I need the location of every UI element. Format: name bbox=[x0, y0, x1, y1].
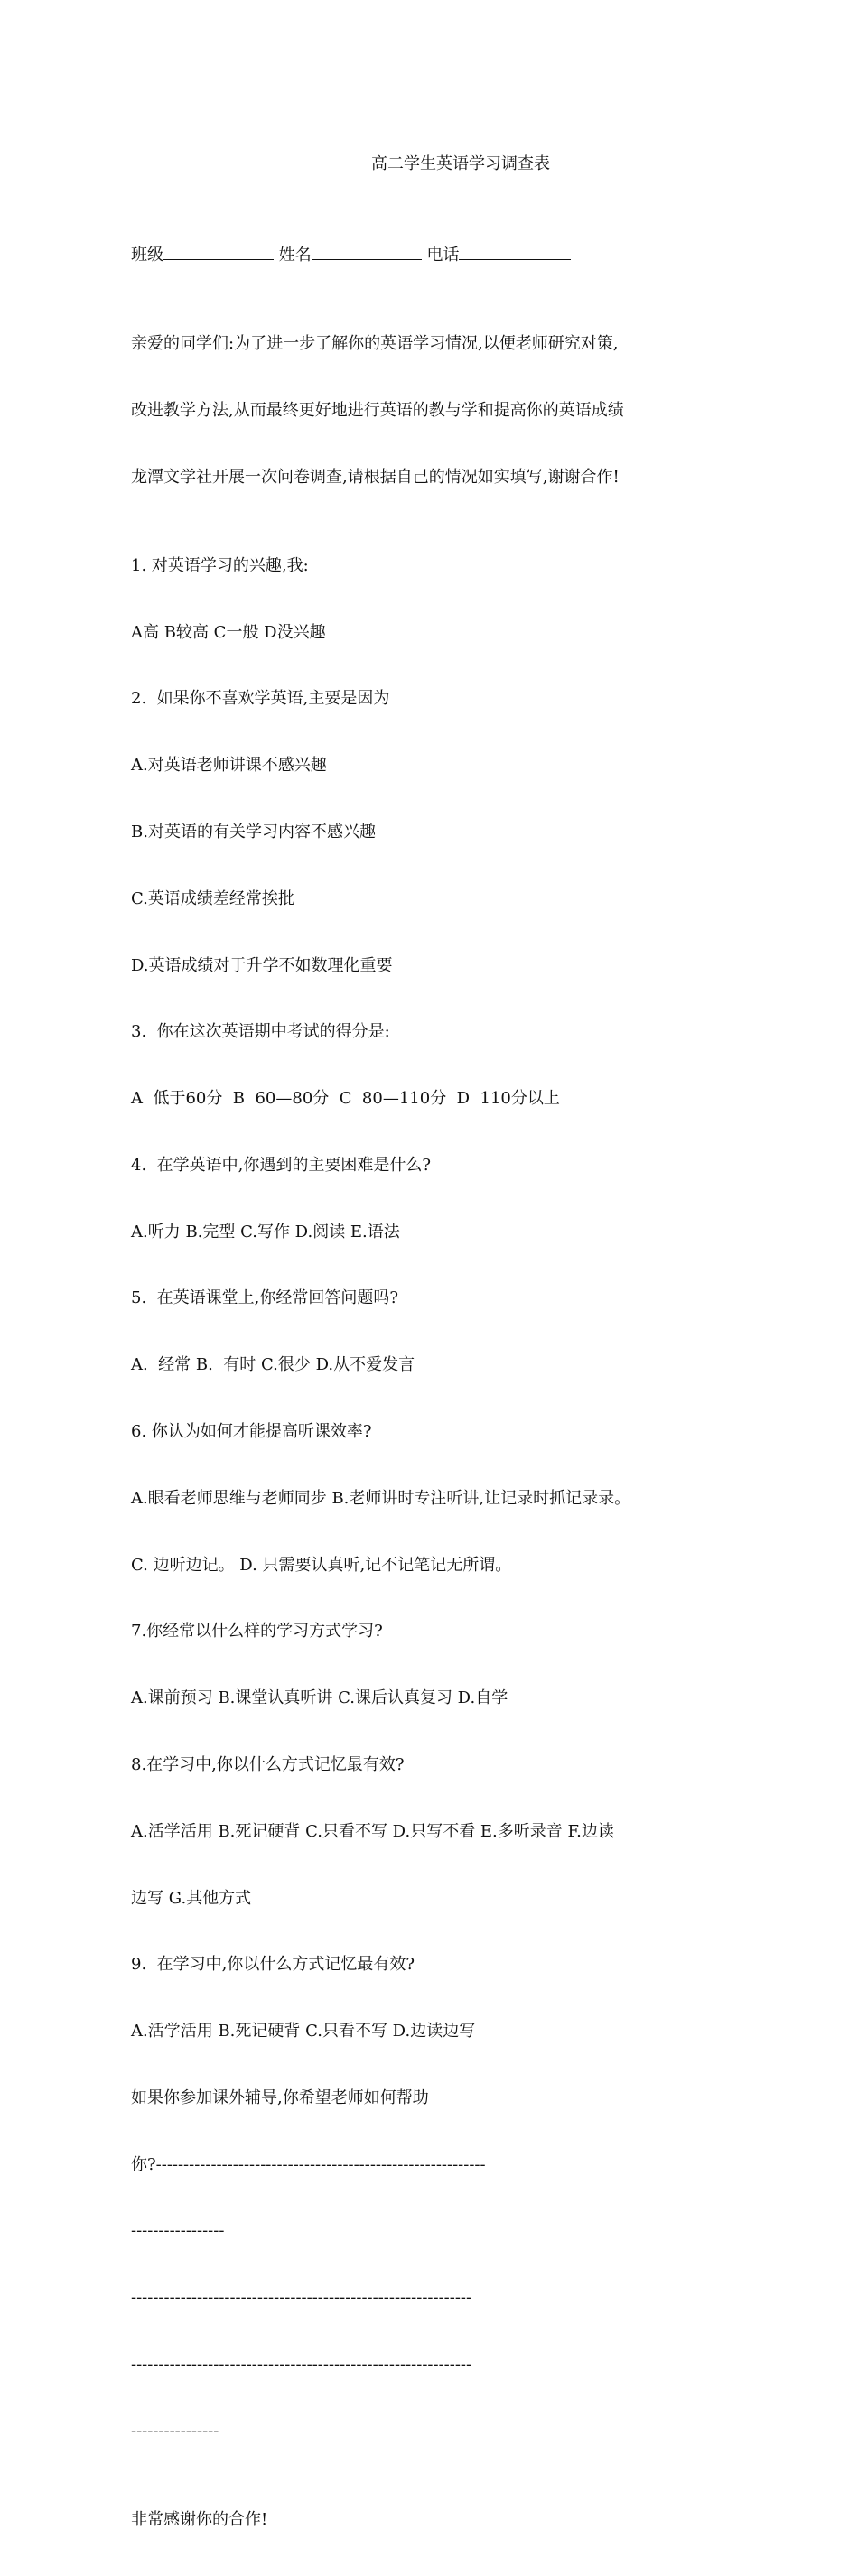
question-line: 如果你参加课外辅导,你希望老师如何帮助 bbox=[131, 2088, 429, 2107]
intro-line: 亲爱的同学们:为了进一步了解你的英语学习情况,以便老师研究对策, bbox=[131, 333, 619, 353]
phone-field[interactable] bbox=[459, 243, 571, 260]
option-line: 边写 G.其他方式 bbox=[131, 1888, 252, 1908]
answer-line[interactable]: 你?------------------------------------------------------------ bbox=[131, 2154, 486, 2174]
question-line: 6. 你认为如何才能提高听课效率? bbox=[131, 1422, 372, 1442]
option-line: A.活学活用 B.死记硬背 C.只看不写 D.边读边写 bbox=[131, 2022, 476, 2041]
intro-line: 改进教学方法,从而最终更好地进行英语的教与学和提高你的英语成绩 bbox=[131, 400, 624, 420]
class-field[interactable] bbox=[163, 243, 274, 260]
answer-line[interactable]: -------------------------------------------------------------- bbox=[131, 2288, 472, 2308]
question-line: 8.在学习中,你以什么方式记忆最有效? bbox=[131, 1754, 405, 1774]
option-line: C. 边听边记。 D. 只需要认真听,记不记笔记无所谓。 bbox=[131, 1555, 512, 1575]
question-line: 5. 在英语课堂上,你经常回答问题吗? bbox=[131, 1288, 398, 1308]
answer-line[interactable]: ----------------- bbox=[131, 2221, 225, 2241]
question-line: 7.你经常以什么样的学习方式学习? bbox=[131, 1622, 383, 1641]
page-title: 高二学生英语学习调查表 bbox=[371, 154, 550, 174]
intro-line: 龙潭文学社开展一次问卷调查,请根据自己的情况如实填写,谢谢合作! bbox=[131, 467, 620, 487]
name-label: 姓名 bbox=[278, 245, 312, 265]
option-line: A.课前预习 B.课堂认真听讲 C.课后认真复习 D.自学 bbox=[131, 1688, 508, 1708]
option-line: C.英语成绩差经常挨批 bbox=[131, 888, 294, 908]
option-line: D.英语成绩对于升学不如数理化重要 bbox=[131, 955, 393, 975]
question-line: 9. 在学习中,你以什么方式记忆最有效? bbox=[131, 1955, 415, 1975]
option-line: A.听力 B.完型 C.写作 D.阅读 E.语法 bbox=[131, 1222, 400, 1242]
question-line: 2. 如果你不喜欢学英语,主要是因为 bbox=[131, 689, 390, 709]
option-line: A. 经常 B. 有时 C.很少 D.从不爱发言 bbox=[131, 1355, 415, 1375]
phone-label: 电话 bbox=[426, 245, 460, 265]
option-line: A.活学活用 B.死记硬背 C.只看不写 D.只写不看 E.多听录音 F.边读 bbox=[131, 1821, 614, 1841]
option-line: B.对英语的有关学习内容不感兴趣 bbox=[131, 823, 376, 842]
option-line: A 低于60分 B 60—80分 C 80—110分 D 110分以上 bbox=[131, 1089, 560, 1109]
question-line: 3. 你在这次英语期中考试的得分是: bbox=[131, 1022, 390, 1042]
info-fields bbox=[131, 243, 754, 267]
option-line: A.眼看老师思维与老师同步 B.老师讲时专注听讲,让记录时抓记录录。 bbox=[131, 1488, 631, 1508]
option-line: A.对英语老师讲课不感兴趣 bbox=[131, 756, 327, 776]
name-field[interactable] bbox=[312, 243, 422, 260]
survey-document bbox=[131, 109, 754, 2576]
answer-line[interactable]: ---------------- bbox=[131, 2421, 219, 2441]
question-line: 4. 在学英语中,你遇到的主要困难是什么? bbox=[131, 1155, 431, 1175]
answer-line[interactable]: -------------------------------------------------------------- bbox=[131, 2354, 472, 2374]
question-line: 1. 对英语学习的兴趣,我: bbox=[131, 555, 309, 575]
option-line: A高 B较高 C一般 D没兴趣 bbox=[131, 622, 326, 642]
closing-text: 非常感谢你的合作! bbox=[131, 2510, 268, 2530]
class-label: 班级 bbox=[131, 245, 163, 265]
